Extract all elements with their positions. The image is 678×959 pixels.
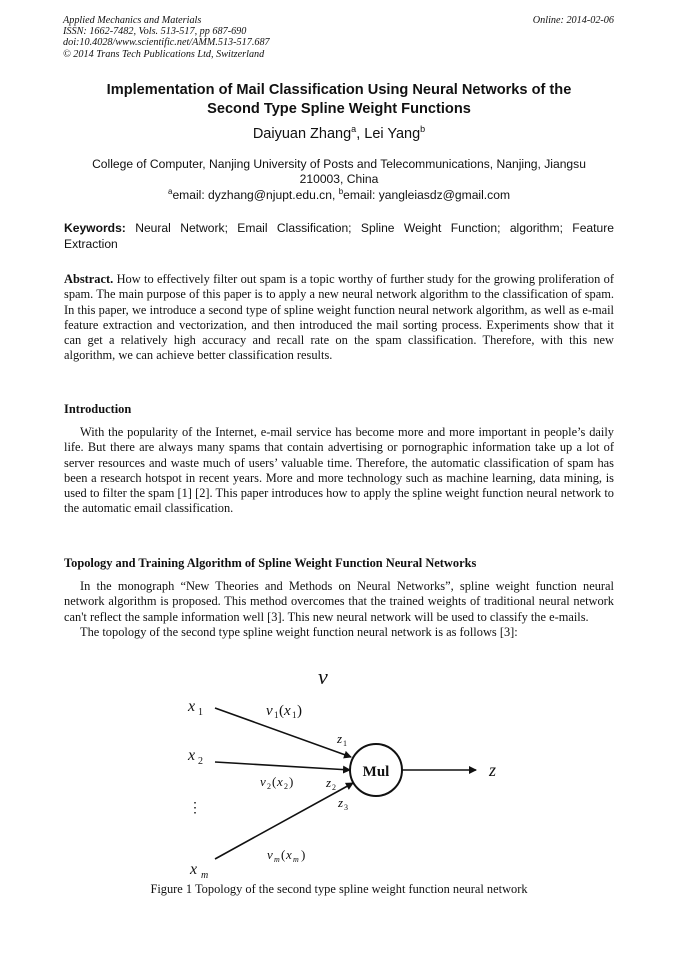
author-2: Lei Yang bbox=[364, 126, 421, 142]
email-b: email: yangleiasdz@gmail.com bbox=[343, 188, 511, 202]
v2-var: v bbox=[260, 774, 266, 789]
journal-name: Applied Mechanics and Materials bbox=[63, 15, 202, 26]
abstract-text: How to effectively filter out spam is a topic worthy of further study for the growing proliferation of spam. The main purpose of this paper is to apply a new neural network algorithm to the classification of spam. In this paper, we introduce a second type of spline weight function neural network algorithm, as well as e-mail feature extraction and vectorization, and then introduced the mail sorting process. Experiments show that it can get a relatively high accuracy and recall rate on the spam classification. Therefore, with this new algorithm, we can achieve better classification results. bbox=[64, 272, 614, 363]
author-2-marker: b bbox=[420, 124, 426, 134]
email-a: email: dyzhang@njupt.edu.cn, bbox=[172, 188, 339, 202]
x2-sub: 2 bbox=[198, 756, 203, 767]
vm-open: ( bbox=[281, 847, 286, 862]
topology-paragraph-2: The topology of the second type spline weight function neural network is as follows [3]: bbox=[80, 624, 518, 639]
email-b-marker: b bbox=[338, 187, 344, 196]
keywords-text: Neural Network; Email Classification; Spline Weight Function; algorithm; Feature Extraction bbox=[64, 221, 614, 251]
z2-var: z bbox=[326, 775, 332, 790]
introduction-body bbox=[64, 425, 614, 517]
introduction-heading: Introduction bbox=[64, 402, 132, 416]
z1-sub: 1 bbox=[343, 739, 347, 748]
z3-var: z bbox=[338, 795, 344, 810]
vm-sub: m bbox=[274, 855, 280, 864]
keywords-label: Keywords: bbox=[64, 221, 126, 235]
vm-close: ) bbox=[301, 847, 306, 862]
x2-var: x bbox=[188, 747, 196, 764]
topology-body bbox=[64, 579, 614, 640]
affiliation-line-2: 210003, China bbox=[299, 172, 379, 187]
title-line-1: Implementation of Mail Classification Using Neural Networks of the bbox=[106, 82, 572, 98]
top-v-label: v bbox=[318, 664, 328, 689]
v1-sub: 1 bbox=[274, 710, 279, 720]
affiliation-line-1: College of Computer, Nanjing University of Posts and Telecommunications, Nanjing, Jiangsu bbox=[92, 157, 586, 171]
z3-sub: 3 bbox=[344, 803, 348, 812]
keywords bbox=[64, 221, 614, 252]
v2-open: ( bbox=[272, 774, 277, 789]
author-emails bbox=[64, 187, 614, 202]
author-1: Daiyuan Zhang bbox=[252, 126, 352, 142]
network-topology-diagram bbox=[150, 662, 530, 882]
v2-sub: 2 bbox=[267, 782, 271, 791]
xm-var: x bbox=[190, 861, 198, 878]
issn-line: ISSN: 1662-7482, Vols. 513-517, pp 687-690 bbox=[63, 26, 247, 38]
mul-label: Mul bbox=[362, 764, 390, 780]
title-line-2: Second Type Spline Weight Functions bbox=[207, 101, 471, 117]
topology-heading: Topology and Training Algorithm of Spline Weight Function Neural Networks bbox=[64, 556, 477, 570]
vertical-dots: ⋮ bbox=[188, 801, 202, 816]
online-date: Online: 2014-02-06 bbox=[532, 15, 614, 26]
author-separator: , bbox=[356, 126, 365, 142]
xm-sub: m bbox=[201, 870, 209, 881]
abstract bbox=[64, 272, 614, 364]
vm-x: x bbox=[286, 847, 292, 862]
email-a-marker: a bbox=[167, 187, 173, 196]
v1-close: ) bbox=[297, 703, 302, 719]
introduction-paragraph: With the popularity of the Internet, e-mail service has become more and more important in people’s daily life. But there are always many spams that contain advertising or pornographic information take up a lot of server resources and waste much of users’ valuable time. Therefore, the automatic classification of spam has been a research hotspot in recent years. More and more technology such as machine learning, data mining, is used to filter the spam [1] [2]. This paper introduces how to apply the spline weight function neural network to the automatic email classification. bbox=[64, 425, 614, 516]
z1-var: z bbox=[337, 731, 343, 746]
doi-line: doi:10.4028/www.scientific.net/AMM.513-517.687 bbox=[63, 37, 270, 49]
x1-sub: 1 bbox=[198, 707, 203, 718]
v2-close: ) bbox=[289, 774, 294, 789]
v1-open: ( bbox=[279, 703, 284, 719]
figure-caption: Figure 1 Topology of the second type spline weight function neural network bbox=[150, 882, 528, 896]
affiliation bbox=[64, 157, 614, 188]
v1-var: v bbox=[266, 703, 273, 719]
z2-sub: 2 bbox=[332, 783, 336, 792]
v2-x: x bbox=[277, 774, 283, 789]
edge-x2 bbox=[215, 762, 350, 770]
v2-x-sub: 2 bbox=[284, 782, 288, 791]
topology-paragraph-1: In the monograph “New Theories and Methods on Neural Networks”, spline weight function neural network algorithm is proposed. This method overcomes that the trained weights of traditional neural network can't reflect the sample information well [3]. This new neural network will be used to classify the e-mails. bbox=[64, 579, 614, 624]
vm-var: v bbox=[267, 847, 273, 862]
abstract-label: Abstract. bbox=[64, 272, 114, 286]
journal-header bbox=[63, 15, 270, 60]
vm-x-sub: m bbox=[293, 855, 299, 864]
paper-title bbox=[64, 81, 614, 119]
v1-x: x bbox=[284, 703, 291, 719]
author-list bbox=[64, 124, 614, 142]
v1-x-sub: 1 bbox=[292, 710, 297, 720]
author-1-marker: a bbox=[351, 124, 357, 134]
output-z-label: z bbox=[489, 760, 497, 780]
copyright-line: © 2014 Trans Tech Publications Ltd, Switzerland bbox=[63, 48, 265, 60]
x1-var: x bbox=[188, 698, 196, 715]
